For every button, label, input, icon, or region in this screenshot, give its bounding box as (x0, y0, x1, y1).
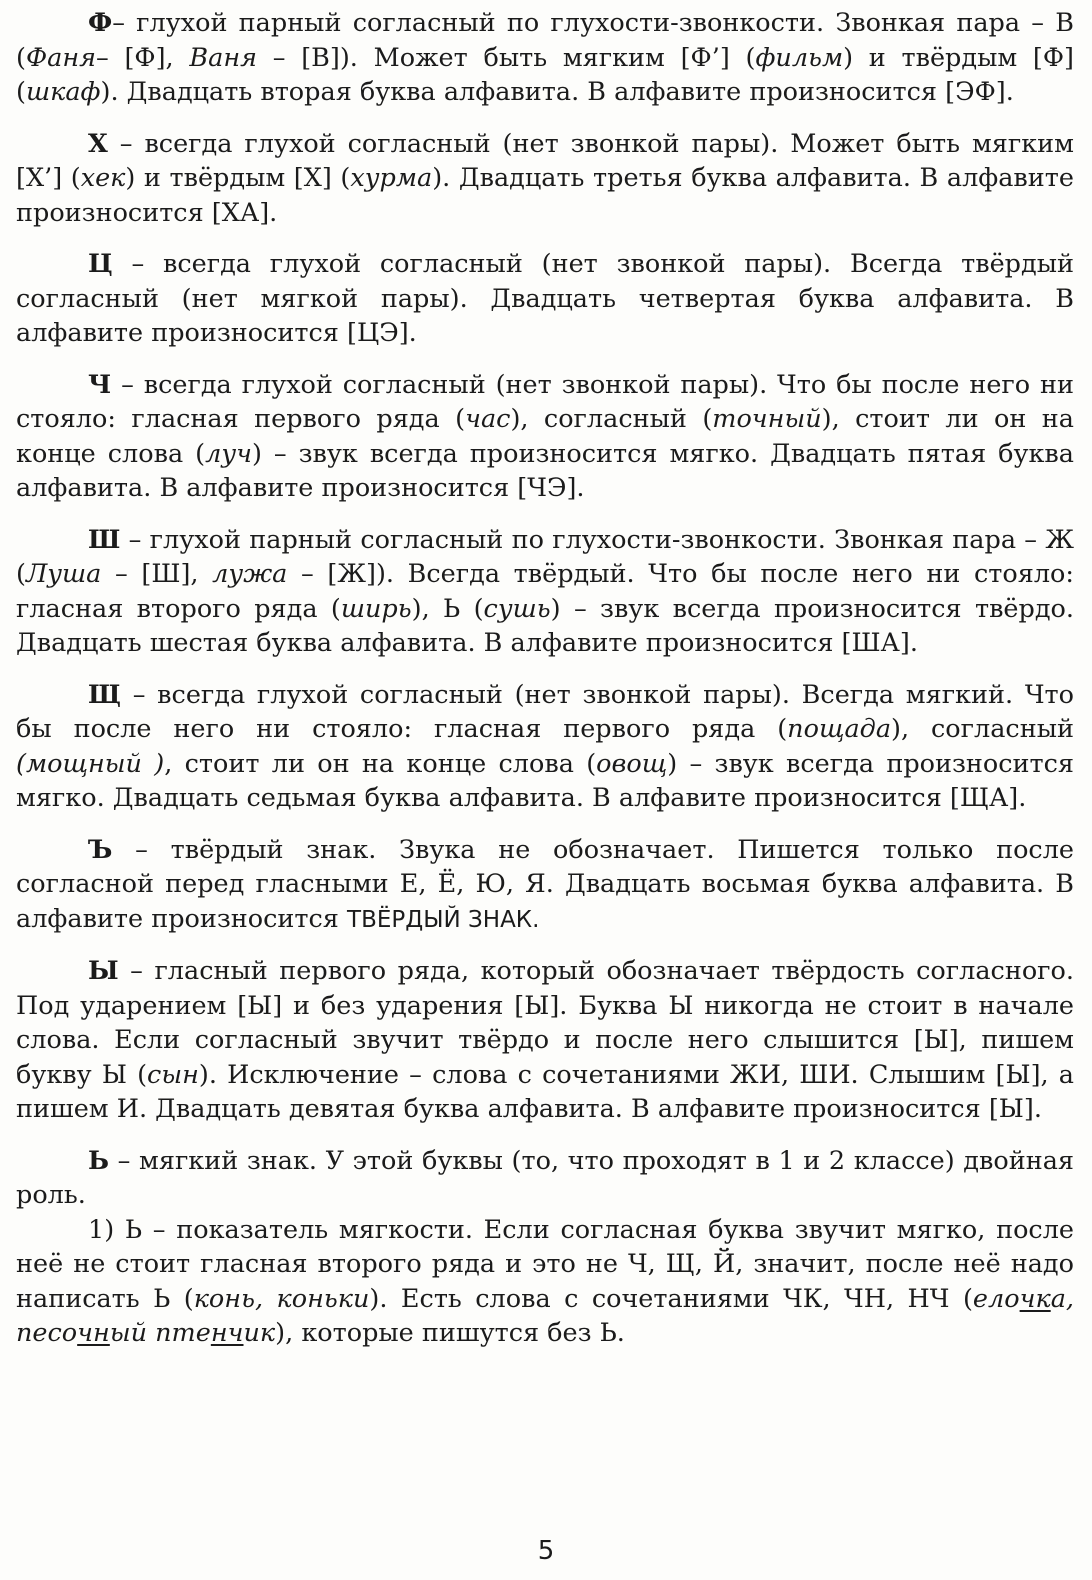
example-word: шкаф (25, 77, 101, 107)
entry-text: ) – звук всегда произносится твёрдо. Двадцать шестая буква алфавита. В алфавите произносится [ША]. (16, 593, 1074, 658)
entry-letter: Ц (88, 249, 113, 279)
example-word: ело (972, 1283, 1020, 1314)
underlined-letters: чк (1019, 1283, 1051, 1314)
entry-letter: Щ (88, 679, 121, 710)
example-word: фильм (755, 42, 844, 73)
entry-letter: Ф (88, 8, 113, 38)
example-word-underlined (77, 1318, 110, 1348)
example-word: ик (243, 1318, 276, 1348)
example-word-underlined (1020, 1284, 1051, 1314)
underlined-letters: нч (210, 1318, 244, 1348)
entry-paragraph (16, 678, 1074, 816)
letter-entry (16, 6, 1074, 110)
entry-text: ), согласный ( (510, 404, 713, 434)
example-word: сушь (483, 593, 551, 624)
entry-text: ) – звук всегда произносится мягко. Двадцать пятая буква алфавита. В алфавите произносится [ЧЭ]. (16, 438, 1074, 503)
entry-text: 1) Ь – показатель мягкости. Если согласная буква звучит мягко, после неё не стоит гласная второго ряда и это не Ч, Щ, Й, значит, после неё надо написать Ь ( (16, 1214, 1074, 1314)
entry-text: – всегда глухой согласный (нет звонкой пары). Может быть мягким [Х’] ( (16, 128, 1074, 193)
example-word: лужа (212, 559, 288, 589)
entry-letter: Ъ (88, 834, 113, 865)
page-number: 5 (537, 1536, 555, 1566)
entry-text: – гласный первого ряда, который обозначает твёрдость согласного. Под ударением [Ы] и без ударения [Ы]. Буква Ы никогда не стоит в начале слова. Если согласный звучит твёрдо и после него слышится [Ы], пишем букву Ы ( (16, 956, 1074, 1090)
letter-entry (16, 1144, 1074, 1351)
entry-paragraph (16, 833, 1074, 938)
example-word: овощ (596, 748, 668, 779)
entry-text: – всегда глухой согласный (нет звонкой пары). Всегда твёрдый согласный (нет мягкой пары). Двадцать четвертая буква алфавита. В алфавите произносится [ЦЭ]. (16, 249, 1074, 348)
entry-text: ). Двадцать вторая буква алфавита. В алфавите произносится [ЭФ]. (100, 77, 1014, 107)
entry-paragraph (16, 247, 1074, 351)
example-word: пощада (787, 714, 892, 744)
entry-text: ) – звук всегда произносится мягко. Двадцать седьмая буква алфавита. В алфавите произносится [ЩА]. (16, 748, 1075, 813)
entry-paragraph (16, 954, 1074, 1127)
letter-entry (16, 247, 1074, 351)
example-word: хек (80, 163, 126, 193)
entry-text: – всегда глухой согласный (нет звонкой пары). Всегда мягкий. Что бы после него ни стояло: гласная первого ряда ( (16, 679, 1074, 744)
entry-paragraph (16, 1144, 1074, 1213)
example-word-underlined (211, 1318, 244, 1348)
entry-text: ), стоит ли он на конце слова ( (16, 404, 1074, 469)
example-word: Фаня (25, 42, 97, 73)
example-word: конь, коньки (193, 1283, 370, 1314)
entry-text: ), которые пишутся без Ь. (275, 1318, 625, 1348)
letter-entry (16, 833, 1074, 938)
entry-paragraph (16, 127, 1074, 231)
example-word: хурма (350, 163, 433, 193)
entry-letter: Ш (88, 524, 121, 555)
entry-text: – [Ф], (96, 42, 190, 73)
underlined-letters: чн (77, 1318, 110, 1348)
entry-text: ). Двадцать третья буква алфавита. В алфавите произносится [ХА]. (16, 163, 1074, 228)
entry-text: – всегда глухой согласный (нет звонкой пары). Что бы после него ни стояло: гласная первого ряда ( (16, 369, 1074, 434)
entry-text: – твёрдый знак. Звука не обозначает. Пишется только после согласной перед гласными Е, Ё, Ю, Я. Двадцать восьмая буква алфавита. В алфавите произносится (16, 834, 1074, 934)
example-word: сын (147, 1059, 199, 1090)
example-word: Луша (25, 559, 102, 589)
entry-paragraph (16, 368, 1074, 506)
example-word: точный (712, 404, 822, 434)
entry-text: , стоит ли он на конце слова ( (164, 748, 597, 779)
example-word: а, песо (16, 1283, 1074, 1348)
entry-letter: Ч (88, 369, 112, 400)
entry-letter: Х (88, 128, 108, 159)
example-word: ый пте (109, 1318, 211, 1348)
entry-text: – глухой парный согласный по глухости-звонкости. Звонкая пара – Ж ( (16, 524, 1074, 589)
entry-text: ), Ь ( (411, 593, 484, 624)
example-word: час (465, 404, 511, 434)
entry-text: ) и твёрдым [Х] ( (125, 163, 351, 193)
entry-text: ). Есть слова с сочетаниями ЧК, ЧН, НЧ ( (369, 1283, 973, 1314)
entry-text: – глухой парный согласный по глухости-звонкости. Звонкая пара – В ( (16, 8, 1074, 73)
letter-entry (16, 954, 1074, 1127)
letter-entry (16, 368, 1074, 506)
entry-subparagraph (16, 1213, 1074, 1351)
entry-text: ), согласный (891, 714, 1074, 744)
letter-entry (16, 678, 1074, 816)
entry-letter: Ь (88, 1145, 110, 1176)
entry-text: – [Ш], (101, 559, 213, 589)
example-word: Ваня (189, 42, 258, 73)
entry-text: ) и твёрдым [Ф] ( (16, 42, 1074, 107)
entry-text: ). Исключение – слова с сочетаниями ЖИ, ШИ. Слышим [Ы], а пишем И. Двадцать девятая буква алфавита. В алфавите произносится [Ы]. (16, 1059, 1075, 1124)
entry-text: – [В]). Может быть мягким [Ф’] ( (257, 42, 756, 73)
entry-text: – [Ж]). Всегда твёрдый. Что бы после него ни стояло: гласная второго ряда ( (16, 559, 1074, 624)
letter-entry (16, 523, 1074, 661)
letter-name-text: ТВЁРДЫЙ ЗНАК. (347, 906, 540, 933)
entry-text: – мягкий знак. У этой буквы (то, что проходят в 1 и 2 классе) двойная роль. (16, 1145, 1074, 1210)
entry-paragraph (16, 523, 1074, 661)
letter-entries (16, 6, 1074, 1351)
entry-letter: Ы (88, 956, 119, 986)
letter-entry (16, 127, 1074, 231)
example-word: ширь (340, 593, 412, 624)
entry-paragraph (16, 6, 1074, 110)
example-word: (мощный ) (16, 748, 165, 779)
example-word: луч (205, 438, 252, 469)
